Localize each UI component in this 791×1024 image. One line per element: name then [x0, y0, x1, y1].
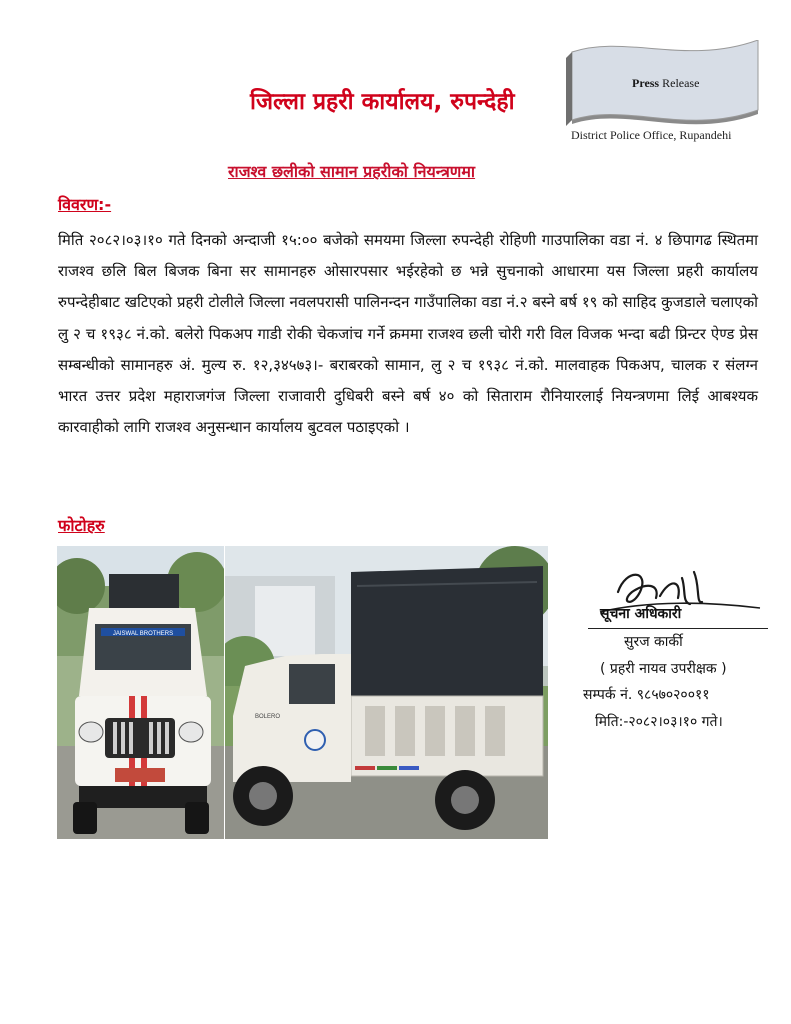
- headline: राजश्व छलीको सामान प्रहरीको नियन्त्रणमा: [228, 162, 476, 181]
- bolero-badge-text: BOLERO: [255, 714, 281, 720]
- office-name-nepali: जिल्ला प्रहरी कार्यालय, रुपन्देही: [250, 89, 515, 115]
- office-name-english: District Police Office, Rupandehi: [571, 128, 732, 142]
- banner-title-bold: Press: [632, 76, 660, 90]
- photos-label: फोटोहरु: [58, 516, 105, 535]
- signature-title: सूचना अधिकारी: [600, 606, 682, 622]
- signatory-rank: ( प्रहरी नायव उपरीक्षक ): [600, 661, 727, 677]
- signature-underline: [588, 628, 768, 629]
- banner-title: [632, 76, 699, 91]
- grille-banner-text: JAISWAL BROTHERS: [112, 631, 174, 637]
- description-label: विवरण:-: [58, 195, 112, 214]
- description-text: मिति २०८२।०३।१० गते दिनको अन्दाजी १५:०० बजेको समयमा जिल्ला रुपन्देही रोहिणी गाउपालिका वडा नं. ४ छिपागढ स्थितमा राजश्व छलि बिल बिजक बिना सर सामानहरु ओसारपसार भईरहेको छ भन्ने सुचनाको आधारमा यस जिल्ला प्रहरी कार्यालय रुपन्देहीबाट खटिएको प्रहरी टोलीले जिल्ला नवलपरासी पालिनन्दन गाउँपालिका वडा नं.२ बस्ने बर्ष १९ को साहिद कुजडाले चलाएको लु २ च १९३८ नं.को. बलेरो पिकअप गाडी रोकी चेकजांच गर्ने क्रममा राजश्व छली चोरी गरी विल विजक भन्दा बढी प्रिन्टर ऐण्ड प्रेस सम्बन्धीको सामानहरु अं. मुल्य रु. १२,३४५७३।- बराबरको सामान, लु २ च १९३८ नं.को. मालवाहक पिकअप, चालक र संलग्न भारत उत्तर प्रदेश महाराजगंज जिल्ला राजावारी दुधिबरी बस्ने बर्ष ४० को सिताराम रौनियारलाई नियन्त्रणमा लिई आबश्यक कारवाहीको लागि राजश्व अनुसन्धान कार्यालय बुटवल पठाइएको ।: [58, 231, 758, 437]
- photo-pickup-front: [57, 546, 224, 839]
- signatory-name: सुरज कार्की: [624, 634, 683, 650]
- banner-title-rest: Release: [662, 76, 700, 90]
- release-date: मिति:-२०८२।०३।१० गते।: [595, 714, 723, 730]
- pickup-front-illustration: [57, 546, 224, 839]
- press-release-banner: [566, 40, 766, 140]
- photo-pickup-side: [225, 546, 548, 839]
- signatory-contact: सम्पर्क नं. ९८५७०२००११: [583, 687, 710, 703]
- pickup-side-illustration: [225, 546, 548, 839]
